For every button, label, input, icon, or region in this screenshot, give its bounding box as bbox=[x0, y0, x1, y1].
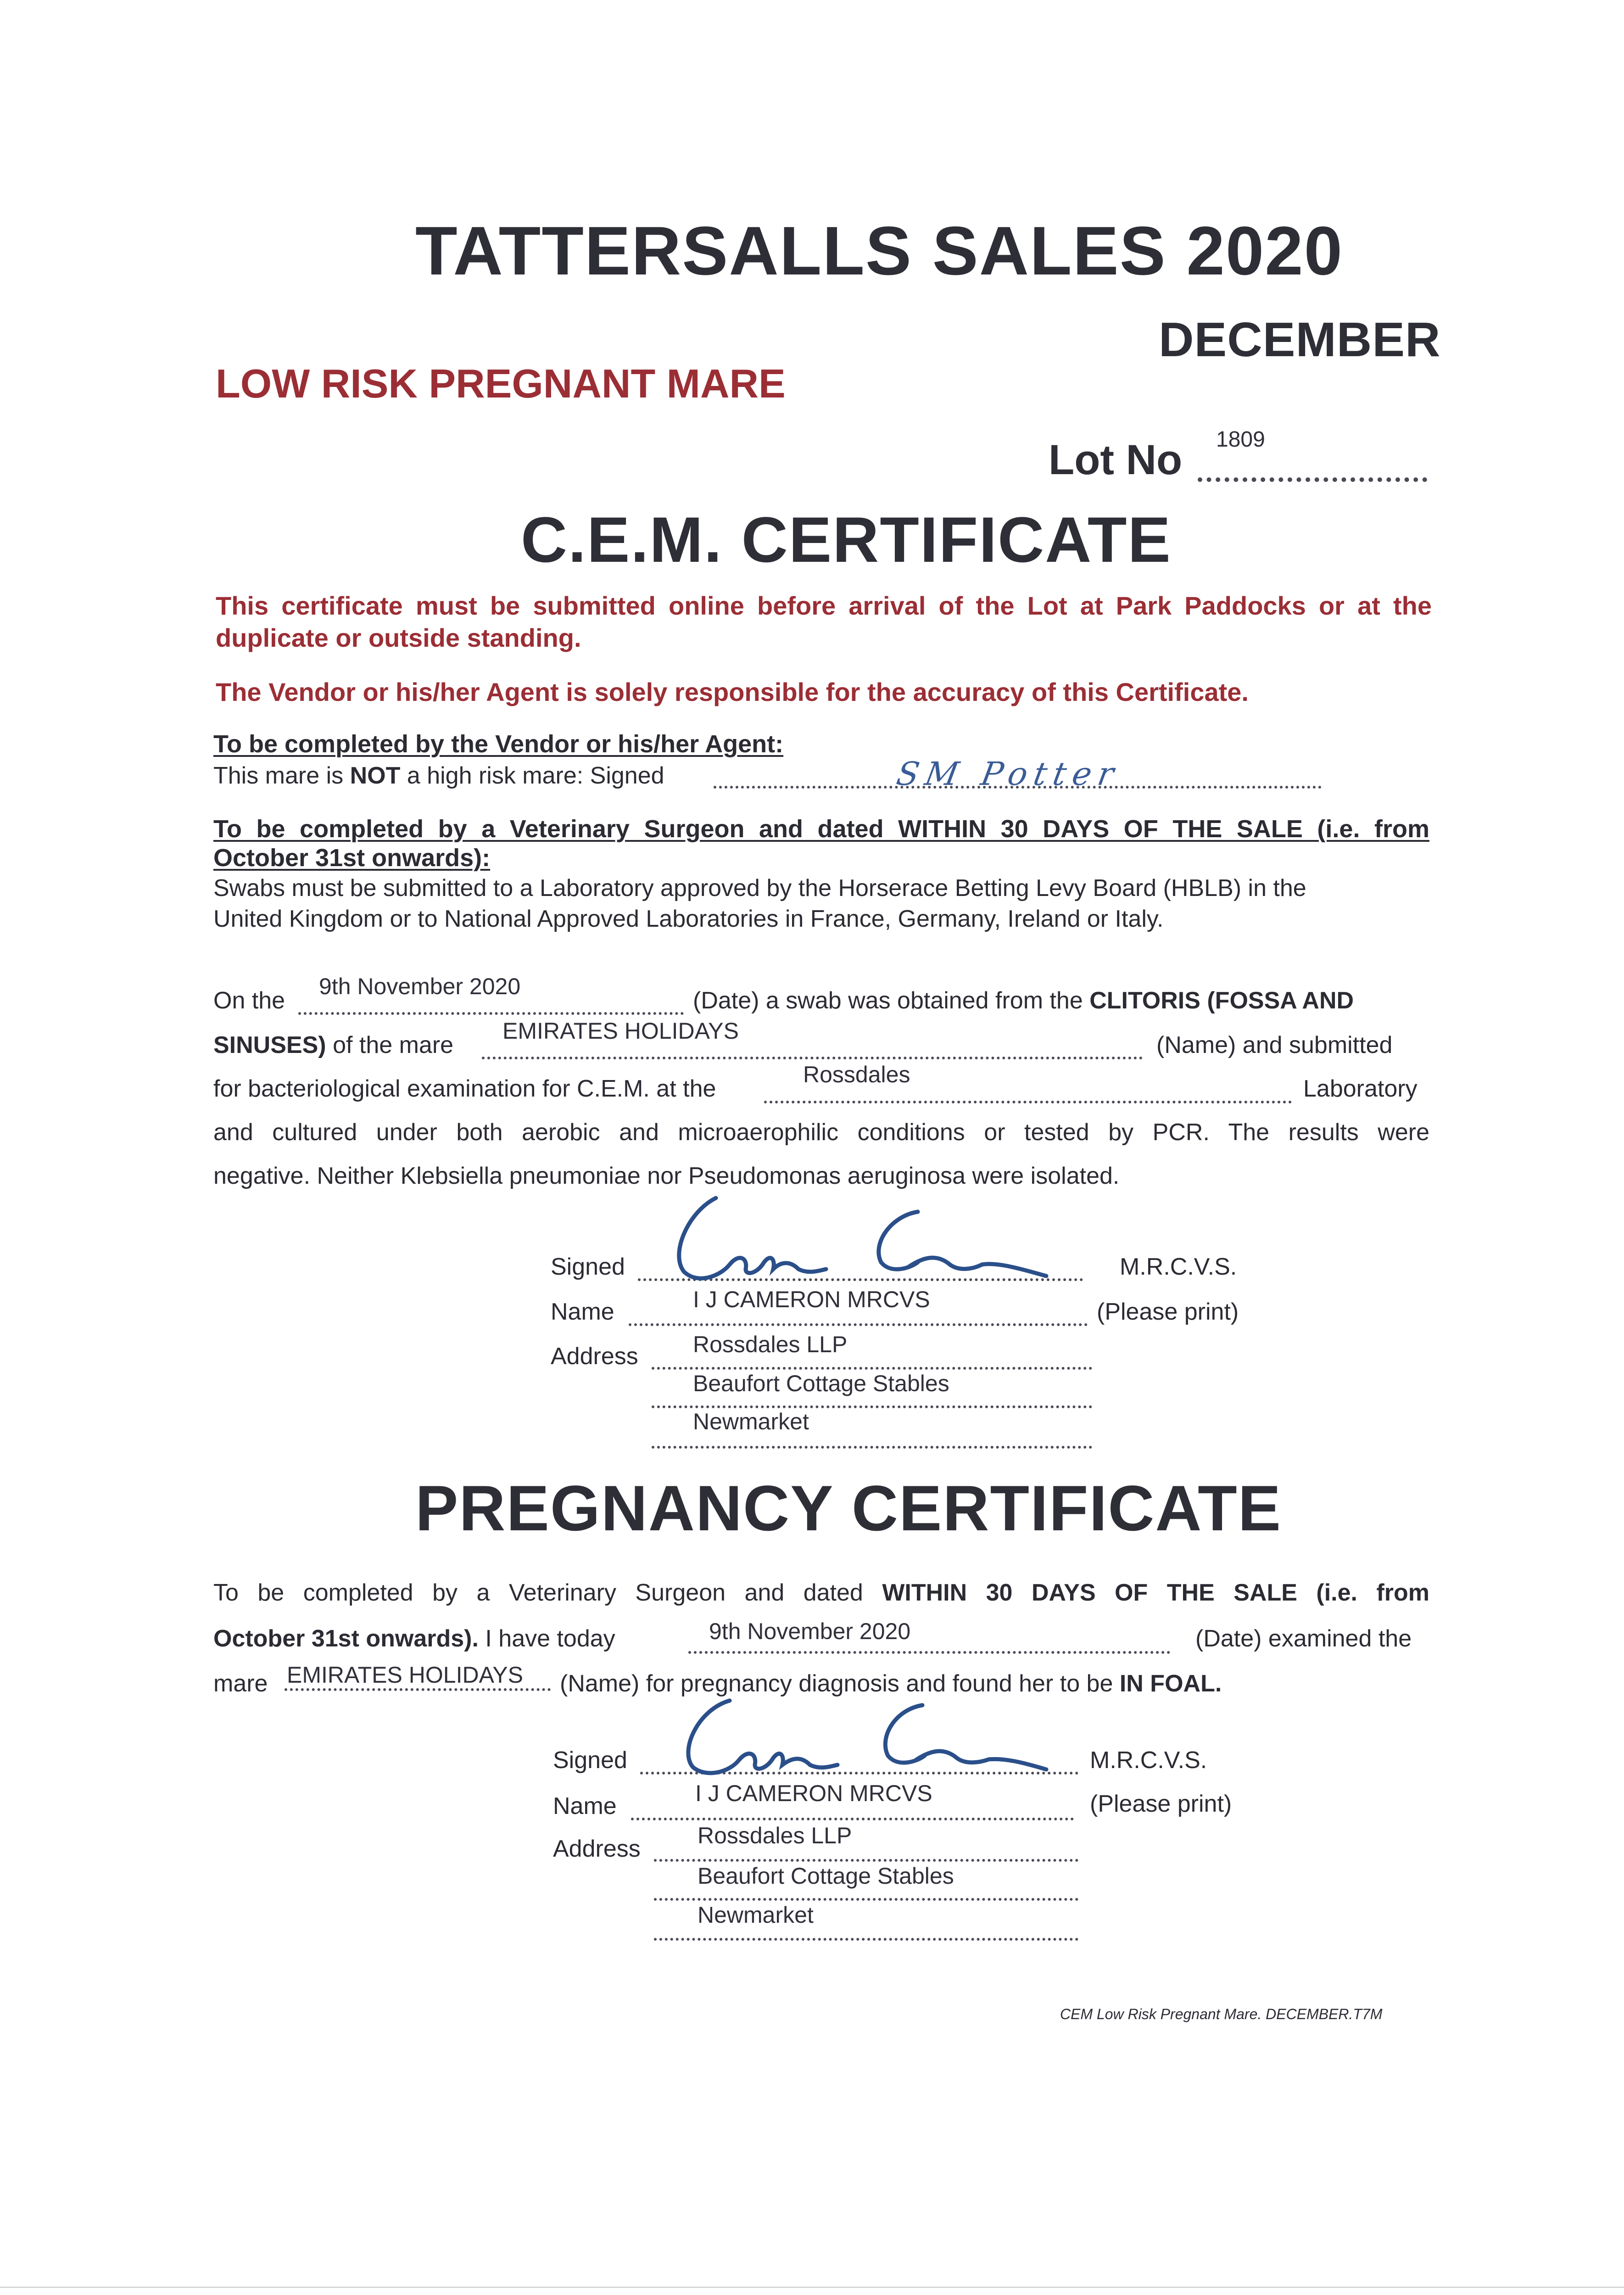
vendor-heading: To be completed by the Vendor or his/her Agent: bbox=[213, 730, 784, 758]
mare-name-value: EMIRATES HOLIDAYS bbox=[502, 1018, 739, 1044]
sinuses-line-start bbox=[213, 1031, 453, 1059]
swab-text-1: Swabs must be submitted to a Laboratory approved by the Horserace Betting Levy Board (HBLB) in the bbox=[213, 875, 1306, 901]
preg-line3-b: (Name) for pregnancy diagnosis and found her to be bbox=[560, 1670, 1113, 1697]
preg-mare-line bbox=[285, 1688, 551, 1691]
preg-date-value: 9th November 2020 bbox=[709, 1618, 911, 1644]
preg-line2-a: October 31st onwards). bbox=[213, 1625, 479, 1652]
bacterio-text: for bacteriological examination for C.E.M. at the bbox=[213, 1075, 716, 1102]
cem-address-line-3 bbox=[652, 1446, 1092, 1449]
preg-line1-b: WITHIN 30 DAYS OF THE SALE (i.e. from bbox=[882, 1579, 1429, 1606]
cem-notice-responsibility: The Vendor or his/her Agent is solely responsible for the accuracy of this Certificate. bbox=[216, 677, 1249, 706]
swab-date-value: 9th November 2020 bbox=[319, 974, 521, 999]
vendor-line-start: This mare is bbox=[213, 762, 344, 789]
vet-heading-text: To be completed by a Veterinary Surgeon and dated WITHIN 30 DAYS OF THE SALE (i.e. from bbox=[213, 815, 1429, 843]
laboratory-value: Rossdales bbox=[803, 1062, 910, 1087]
preg-signed-label: Signed bbox=[553, 1747, 627, 1774]
lot-number-line bbox=[1198, 477, 1427, 482]
of-the-mare-text: of the mare bbox=[333, 1032, 454, 1058]
swab-text-2: United Kingdom or to National Approved Laboratories in France, Germany, Ireland or Italy. bbox=[213, 906, 1164, 932]
preg-name-line bbox=[631, 1818, 1074, 1820]
vet-heading-1 bbox=[213, 815, 1429, 843]
preg-address-3: Newmarket bbox=[698, 1902, 814, 1928]
negative-text: negative. Neither Klebsiella pneumoniae nor Pseudomonas aeruginosa were isolated. bbox=[213, 1163, 1120, 1189]
cem-name-label: Name bbox=[551, 1299, 614, 1325]
swab-date-suffix bbox=[693, 987, 1354, 1014]
preg-line-1 bbox=[213, 1579, 1429, 1606]
preg-mrcvs-label: M.R.C.V.S. bbox=[1090, 1747, 1207, 1774]
preg-date-line bbox=[688, 1651, 1170, 1654]
swab-date-line bbox=[298, 1012, 684, 1015]
cem-notice-online: This certificate must be submitted online before arrival of the Lot at Park Paddocks or at the duplicate or outside standing. bbox=[216, 591, 1432, 652]
preg-line3-c: IN FOAL. bbox=[1119, 1670, 1222, 1697]
laboratory-line bbox=[764, 1101, 1292, 1103]
vet-heading-2: October 31st onwards): bbox=[213, 844, 491, 872]
preg-please-print: (Please print) bbox=[1090, 1791, 1232, 1817]
on-the-label: On the bbox=[213, 987, 285, 1014]
cultured-text: and cultured under both aerobic and microaerophilic conditions or tested by PCR. The results were bbox=[213, 1119, 1429, 1146]
vendor-declaration bbox=[213, 762, 664, 789]
clitoris-text: CLITORIS (FOSSA AND bbox=[1089, 987, 1354, 1014]
mare-category: LOW RISK PREGNANT MARE bbox=[216, 361, 786, 406]
cem-address-1: Rossdales LLP bbox=[693, 1332, 848, 1357]
cem-address-label: Address bbox=[551, 1343, 638, 1370]
preg-address-line-3 bbox=[654, 1938, 1078, 1941]
preg-line2-b: I have today bbox=[485, 1625, 615, 1652]
preg-mare-value: EMIRATES HOLIDAYS bbox=[287, 1662, 523, 1688]
cem-address-line-1 bbox=[652, 1367, 1092, 1370]
cem-signed-label: Signed bbox=[551, 1254, 625, 1280]
preg-address-line-2 bbox=[654, 1898, 1078, 1901]
cem-name-value: I J CAMERON MRCVS bbox=[693, 1287, 930, 1312]
preg-address-1: Rossdales LLP bbox=[698, 1823, 852, 1848]
cem-vet-signature bbox=[633, 1184, 1069, 1304]
preg-vet-signature bbox=[638, 1682, 1074, 1792]
preg-line-2-end: (Date) examined the bbox=[1195, 1625, 1412, 1652]
lot-label: Lot No bbox=[1049, 437, 1183, 483]
preg-line1-a: To be completed by a Veterinary Surgeon and dated bbox=[213, 1579, 863, 1606]
mare-name-line bbox=[482, 1057, 1143, 1059]
name-submitted-text: (Name) and submitted bbox=[1156, 1032, 1393, 1058]
pregnancy-title: PREGNANCY CERTIFICATE bbox=[415, 1472, 1282, 1544]
preg-address-label: Address bbox=[553, 1836, 641, 1862]
lot-number: 1809 bbox=[1216, 427, 1265, 452]
cem-title: C.E.M. CERTIFICATE bbox=[521, 504, 1172, 576]
vendor-signature-text: SM Potter bbox=[893, 755, 1123, 793]
footer-reference: CEM Low Risk Pregnant Mare. DECEMBER.T7M bbox=[1060, 2006, 1383, 2022]
preg-line-3-start: mare bbox=[213, 1670, 268, 1697]
preg-name-value: I J CAMERON MRCVS bbox=[695, 1780, 932, 1806]
laboratory-text: Laboratory bbox=[1303, 1075, 1418, 1102]
preg-line-2-start bbox=[213, 1625, 615, 1652]
cem-please-print: (Please print) bbox=[1097, 1299, 1239, 1325]
sinuses-text: SINUSES) bbox=[213, 1032, 326, 1058]
preg-address-2: Beaufort Cottage Stables bbox=[698, 1863, 954, 1889]
page-edge-line bbox=[0, 2287, 1624, 2288]
vendor-signature bbox=[893, 734, 1156, 803]
sale-name: DECEMBER bbox=[1159, 313, 1441, 367]
cem-address-2: Beaufort Cottage Stables bbox=[693, 1371, 949, 1396]
vendor-line-not: NOT bbox=[350, 762, 401, 789]
cem-mrcvs-label: M.R.C.V.S. bbox=[1120, 1254, 1237, 1280]
cem-address-3: Newmarket bbox=[693, 1409, 809, 1434]
vendor-line-end: a high risk mare: Signed bbox=[407, 762, 664, 789]
preg-address-line-1 bbox=[654, 1859, 1078, 1862]
cem-name-line bbox=[629, 1323, 1088, 1326]
date-suffix-text: (Date) a swab was obtained from the bbox=[693, 987, 1083, 1014]
document-title: TATTERSALLS SALES 2020 bbox=[415, 212, 1344, 289]
preg-name-label: Name bbox=[553, 1793, 617, 1819]
